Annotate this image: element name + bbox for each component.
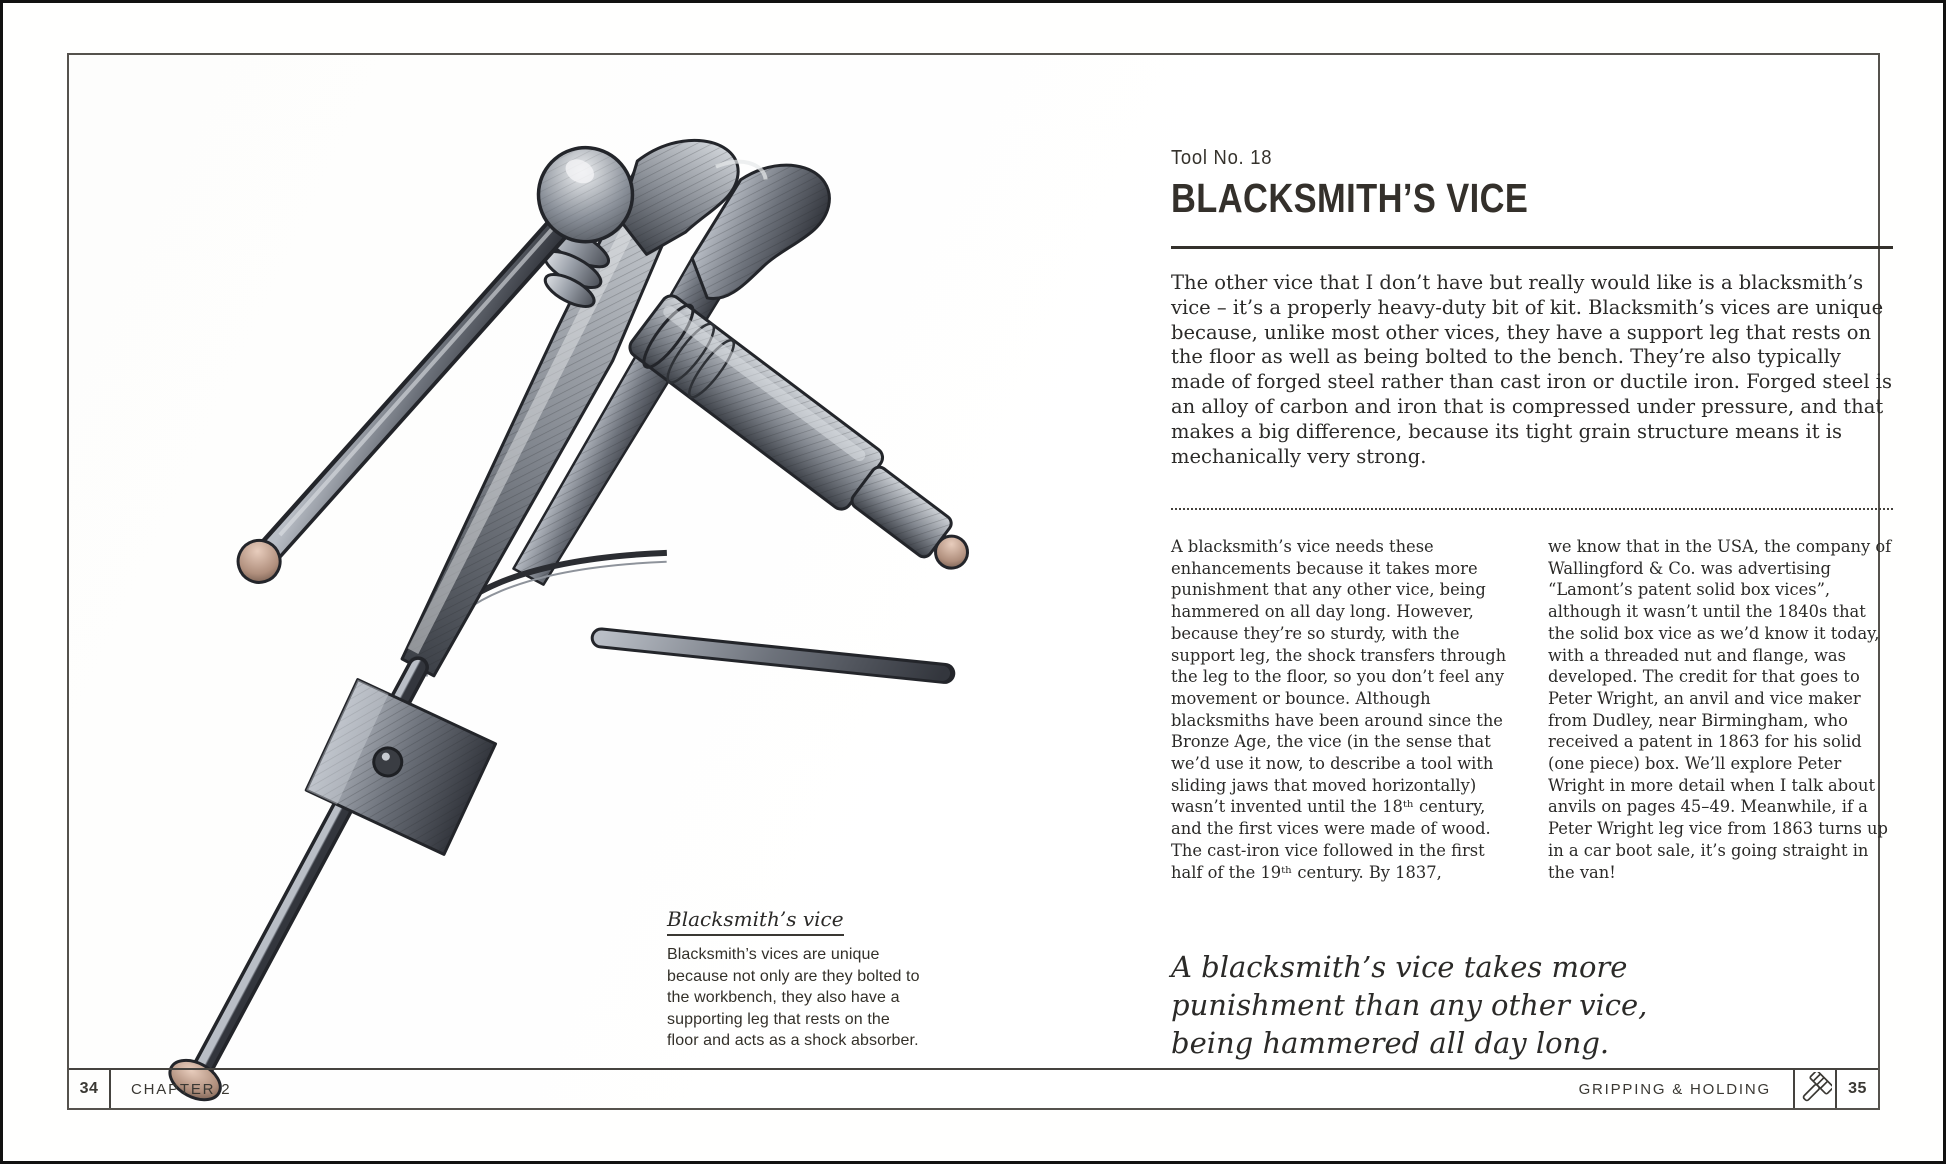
body-columns: [1171, 536, 1893, 883]
chapter-label: CHAPTER 2: [131, 1080, 232, 1098]
illustration-caption: [667, 907, 922, 1052]
pull-quote: [1171, 948, 1811, 1062]
pull-quote-line: punishment than any other vice,: [1171, 988, 1648, 1022]
article-column: [1171, 147, 1893, 1107]
pull-quote-line: A blacksmith’s vice takes more: [1171, 950, 1628, 984]
left-page-number: 34: [69, 1070, 111, 1108]
page-title: BLACKSMITH’S VICE: [1171, 175, 1529, 221]
caption-title: Blacksmith’s vice: [667, 907, 844, 936]
title-rule: [1171, 246, 1893, 249]
dotted-divider: [1171, 508, 1893, 510]
intro-paragraph: The other vice that I don’t have but really would like is a blacksmith’s vice – it’s a properly heavy-duty bit of kit. Blacksmith’s vices are unique because, unlike most other vices, they have a support leg that rests on the floor as well as being bolted to the bench. They’re also typically made of forged steel rather than cast iron or ductile iron. Forged steel is an alloy of carbon and iron that is compressed under pressure, and that makes a big difference, because its tight grain structure means it is mechanically very strong.: [1171, 271, 1893, 468]
pull-quote-line: being hammered all day long.: [1171, 1026, 1610, 1060]
body-column-2: we know that in the USA, the company of Wallingford & Co. was advertising “Lamont’s patent solid box vices”, although it wasn’t until the 1840s that the solid box vice as we’d know it today, with a threaded nut and flange, was developed. The credit for that goes to Peter Wright, an anvil and vice maker from Dudley, near Birmingham, who received a patent in 1863 for his solid (one piece) box. We’ll explore Peter Wright in more detail when I talk about anvils on pages 45–49. Meanwhile, if a Peter Wright leg vice from 1863 turns up in a car boot sale, it’s going straight in the van!: [1548, 537, 1892, 882]
spread-footer: [69, 1068, 1878, 1108]
right-page-number: 35: [1835, 1070, 1878, 1108]
page-border-frame: [67, 53, 1893, 1110]
section-label: GRIPPING & HOLDING: [1578, 1080, 1771, 1098]
body-column-1: A blacksmith’s vice needs these enhancements because it takes more punishment that any other vice, being hammered on all day long. However, because they’re so sturdy, with the support leg, the shock transfers through the leg to the floor, so you don’t feel any movement or bounce. Although blacksmiths have been around since the Bronze Age, the vice (in the sense that we’d use it now, to describe a tool with sliding jaws that moved horizontally) wasn’t invented until the 18ᵗʰ century, and the first vices were made of wood. The cast-iron vice followed in the first half of the 19ᵗʰ century. By 1837,: [1171, 537, 1507, 882]
caption-body: Blacksmith’s vices are unique because not only are they bolted to the workbench, they also have a supporting leg that rests on the floor and acts as a shock absorber.: [667, 946, 920, 1049]
footer-spacer: [231, 1070, 1578, 1108]
tool-number-kicker: Tool No. 18: [1171, 147, 1273, 169]
hammer-icon: [1793, 1070, 1835, 1108]
